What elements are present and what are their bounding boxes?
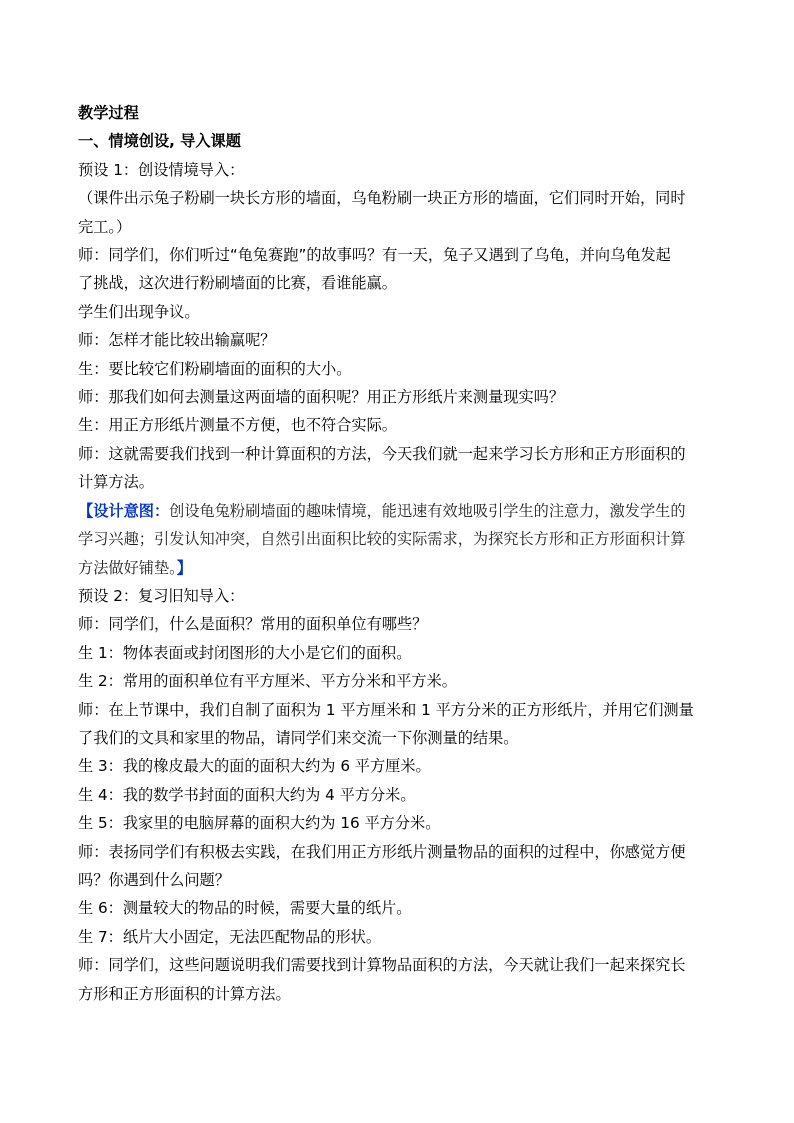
student-2-line: 生 2：常用的面积单位有平方厘米、平方分米和平方米。 <box>78 672 457 691</box>
teacher-line-4a: 师：这就需要我们找到一种计算面积的方法，今天我们就一起来学习长方形和正方形面积的 <box>78 444 686 463</box>
teacher-line-1b: 了挑战，这次进行粉刷墙面的比赛，看谁能赢。 <box>78 274 397 293</box>
design-intent-text-3: 方法做好铺垫。 <box>78 558 177 577</box>
teacher-line-7b: 吗？你遇到什么问题？ <box>78 870 230 889</box>
student-6-line: 生 6：测量较大的物品的时候，需要大量的纸片。 <box>78 899 412 918</box>
design-intent-line-3 <box>78 554 718 582</box>
student-7-line: 生 7：纸片大小固定，无法匹配物品的形状。 <box>78 927 382 946</box>
teacher-line-8b: 方形和正方形面积的计算方法。 <box>78 984 291 1003</box>
student-1-line: 生 1：物体表面或封闭图形的大小是它们的面积。 <box>78 643 412 662</box>
teacher-line-3: 师：那我们如何去测量这两面墙的面积呢？用正方形纸片来测量现实吗？ <box>78 388 564 407</box>
courseware-note-line-2: 完工。） <box>78 217 132 236</box>
section-title-1: 一、情境创设, 导入课题 <box>78 132 241 151</box>
student-line-1: 生：要比较它们粉刷墙面的面积的大小。 <box>78 359 352 378</box>
teacher-line-8a: 师：同学们，这些问题说明我们需要找到计算物品面积的方法，今天就让我们一起来探究长 <box>78 956 686 975</box>
preset-2-label: 预设 2：复习旧知导入： <box>78 586 245 605</box>
student-4-line: 生 4：我的数学书封面的面积大约为 4 平方分米。 <box>78 785 416 804</box>
teacher-line-1a: 师：同学们，你们听过“龟兔赛跑”的故事吗？有一天，兔子又遇到了乌龟，并向乌龟发起 <box>78 246 671 265</box>
teacher-line-7a: 师：表扬同学们有积极去实践，在我们用正方形纸片测量物品的面积的过程中，你感觉方便 <box>78 842 686 861</box>
preset-1-label: 预设 1：创设情境导入： <box>78 160 245 179</box>
teacher-line-6a: 师：在上节课中，我们自制了面积为 1 平方厘米和 1 平方分米的正方形纸片，并用它们测量 <box>78 700 694 719</box>
student-line-2: 生：用正方形纸片测量不方便，也不符合实际。 <box>78 416 397 435</box>
heading-teaching-process: 教学过程 <box>78 104 139 122</box>
document-page <box>78 99 718 1008</box>
design-intent-close: 】 <box>176 558 192 577</box>
teacher-line-5: 师：同学们，什么是面积？常用的面积单位有哪些？ <box>78 615 428 634</box>
teacher-line-4b: 计算方法。 <box>78 473 154 492</box>
design-intent-line-1 <box>78 497 718 525</box>
students-dispute: 学生们出现争议。 <box>78 302 200 321</box>
teacher-line-6b: 了我们的文具和家里的物品，请同学们来交流一下你测量的结果。 <box>78 728 519 747</box>
student-3-line: 生 3：我的橡皮最大的面的面积大约为 6 平方厘米。 <box>78 757 431 776</box>
courseware-note-line-1: （课件出示兔子粉刷一块长方形的墙面，乌龟粉刷一块正方形的墙面，它们同时开始，同时 <box>78 189 686 208</box>
teacher-line-2: 师：怎样才能比较出输赢呢？ <box>78 331 276 350</box>
design-intent-text-1: 创设龟兔粉刷墙面的趣味情境，能迅速有效地吸引学生的注意力，激发学生的 <box>169 501 686 520</box>
student-5-line: 生 5：我家里的电脑屏幕的面积大约为 16 平方分米。 <box>78 814 441 833</box>
design-intent-tag: 【设计意图： <box>78 501 170 520</box>
design-intent-line-2: 学习兴趣；引发认知冲突，自然引出面积比较的实际需求，为探究长方形和正方形面积计算 <box>78 530 686 549</box>
